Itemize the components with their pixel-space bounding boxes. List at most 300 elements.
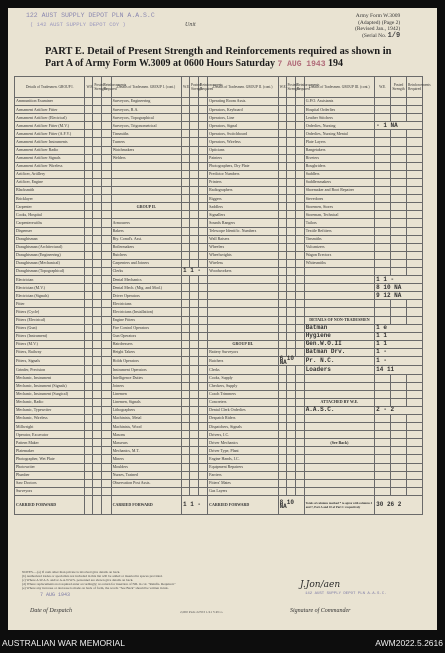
trade-label: Armament Artificer (Electrical) (15, 114, 85, 122)
table-cell (391, 219, 407, 227)
table-cell (102, 106, 111, 114)
table-cell (182, 374, 190, 382)
trade-label: Wheelers (208, 243, 278, 251)
table-cell (199, 251, 208, 259)
trade-label: Machinists, Metal (111, 414, 181, 422)
table-cell (189, 431, 198, 439)
table-cell (406, 154, 422, 162)
trade-label (304, 300, 374, 308)
table-row (15, 439, 423, 447)
trade-label: Mechanic, Instrument (15, 374, 85, 382)
trade-label: Wall Raisers (208, 235, 278, 243)
table-cell (391, 463, 407, 471)
table-row (15, 227, 423, 235)
table-cell (182, 431, 190, 439)
table-cell (189, 324, 198, 332)
table-cell (199, 398, 208, 406)
trade-label: Textile Refitters (304, 227, 374, 235)
table-cell (102, 114, 111, 122)
table-cell (295, 366, 304, 374)
table-cell (102, 431, 111, 439)
table-row (15, 146, 423, 154)
table-cell (85, 471, 93, 479)
table-cell (182, 340, 190, 348)
carried-forward-label: CARRIED FORWARD (15, 495, 85, 514)
table-cell (102, 495, 111, 514)
table-cell (278, 324, 286, 332)
table-cell (102, 170, 111, 178)
table-cell (93, 203, 102, 211)
table-cell (199, 471, 208, 479)
trade-label (304, 479, 374, 487)
table-cell (189, 122, 198, 130)
table-cell (182, 292, 190, 300)
trade-label: Lithographers (111, 406, 181, 414)
table-cell (182, 366, 190, 374)
table-cell (189, 170, 198, 178)
table-cell (189, 471, 198, 479)
table-cell (102, 284, 111, 292)
table-cell (182, 316, 190, 324)
table-cell (102, 316, 111, 324)
table-cell (278, 308, 286, 316)
trade-label: Armament Artificer Radio (15, 146, 85, 154)
table-cell (375, 308, 391, 316)
handwritten-entry: 9 12 NA (375, 292, 423, 300)
trade-label: ATTACHED BY W.E. (304, 398, 374, 406)
table-cell (189, 203, 198, 211)
trade-label: GROUP II. (111, 203, 181, 211)
trade-label: Wireless (208, 259, 278, 267)
table-cell (182, 130, 190, 138)
table-cell (391, 414, 407, 422)
table-cell (375, 374, 391, 382)
trade-label: Grinder, Precision (15, 366, 85, 374)
table-cell (93, 162, 102, 170)
table-row (15, 219, 423, 227)
table-cell (189, 162, 198, 170)
trade-label: Armament Artificer Fitter (15, 106, 85, 114)
archive-caption: AUSTRALIAN WAR MEMORIAL (2, 638, 125, 648)
table-cell (286, 106, 295, 114)
trade-label: Wagon Erectors (304, 251, 374, 259)
table-cell (391, 487, 407, 495)
table-cell (189, 447, 198, 455)
trade-label: Dispatchers, Signals (208, 423, 278, 431)
table-cell (295, 431, 304, 439)
trade-label (111, 170, 181, 178)
table-cell (278, 243, 286, 251)
trade-label: Driver Type, Plant (208, 447, 278, 455)
trade-label: Coach Trimmers (208, 390, 278, 398)
trade-label (304, 463, 374, 471)
note-e: (e) Where any increase or decrease is made on back of form, the words "See Back" should be written in ink. (22, 586, 169, 591)
table-cell (286, 414, 295, 422)
table-cell (375, 414, 391, 422)
handwritten-entry: 6 10 NA (278, 357, 304, 366)
trade-label (111, 487, 181, 495)
table-header-row (15, 77, 423, 98)
table-row (15, 455, 423, 463)
trade-label: Nurses, Trained (111, 471, 181, 479)
table-cell (375, 259, 391, 267)
form-reference (355, 13, 400, 39)
table-cell (391, 308, 407, 316)
table-cell (93, 259, 102, 267)
table-cell (295, 170, 304, 178)
table-cell (406, 398, 422, 406)
table-cell (85, 267, 93, 275)
trade-label: Engine Hands, I.C. (208, 455, 278, 463)
table-row (15, 463, 423, 471)
table-cell (85, 203, 93, 211)
table-cell (102, 366, 111, 374)
handwritten-entry: 1 1 - (375, 276, 423, 284)
table-cell (189, 439, 198, 447)
table-cell (199, 292, 208, 300)
trade-label: Cooks, Hospital (15, 211, 85, 219)
table-cell (189, 276, 198, 284)
table-cell (182, 114, 190, 122)
header-details: Details of Tradesmen. GROUP III. (cont.) (304, 77, 374, 98)
table-cell (85, 292, 93, 300)
table-cell (391, 203, 407, 211)
trade-label: Concreters (208, 398, 278, 406)
table-cell (182, 170, 190, 178)
title-line2: Part A of Army Form W.3009 at 0600 Hours Saturday 7 AUG 1943 194 (45, 58, 344, 69)
table-cell (102, 276, 111, 284)
trade-label: Dental Mechanics (111, 276, 181, 284)
signature-label: Signature of Commander (290, 608, 351, 614)
table-row (15, 357, 423, 366)
handwritten-entry: 1 - (375, 348, 423, 356)
trade-label: Drivers, I.C. (208, 431, 278, 439)
table-cell (102, 211, 111, 219)
trade-label (304, 487, 374, 495)
table-cell (182, 414, 190, 422)
table-cell (278, 423, 286, 431)
table-cell (189, 106, 198, 114)
table-cell (102, 138, 111, 146)
table-cell (199, 300, 208, 308)
table-cell (391, 106, 407, 114)
table-row (15, 316, 423, 324)
table-row (15, 130, 423, 138)
table-row (15, 243, 423, 251)
trade-label: Operators, Line (208, 114, 278, 122)
table-row (15, 382, 423, 390)
table-cell (295, 211, 304, 219)
table-cell (406, 259, 422, 267)
table-cell (391, 138, 407, 146)
table-cell (406, 390, 422, 398)
table-cell (406, 114, 422, 122)
table-cell (85, 398, 93, 406)
table-cell (85, 138, 93, 146)
trade-label: Saddlers (304, 170, 374, 178)
table-cell (391, 316, 407, 324)
table-cell (391, 187, 407, 195)
table-cell (295, 219, 304, 227)
table-cell (391, 398, 407, 406)
table-cell (93, 211, 102, 219)
table-cell (93, 138, 102, 146)
table-cell (286, 324, 295, 332)
table-cell (93, 357, 102, 366)
table-cell (295, 114, 304, 122)
trade-label: Battery Surveyors (208, 348, 278, 356)
table-cell (102, 300, 111, 308)
table-cell (85, 495, 93, 514)
trade-label: Riggers (208, 195, 278, 203)
table-cell (286, 292, 295, 300)
table-cell (375, 471, 391, 479)
table-cell (93, 316, 102, 324)
table-cell (182, 357, 190, 366)
trade-label: Pr. N.C. (304, 357, 374, 366)
table-cell (278, 332, 286, 340)
table-cell (391, 439, 407, 447)
table-cell (102, 382, 111, 390)
header-details: Details of Tradesmen. GROUP II. (cont.) (208, 77, 278, 98)
table-cell (199, 98, 208, 106)
table-cell (278, 463, 286, 471)
table-cell (93, 463, 102, 471)
table-cell (85, 251, 93, 259)
table-cell (189, 138, 198, 146)
table-cell (199, 284, 208, 292)
table-row (15, 292, 423, 300)
trade-label: Pattern Maker (15, 439, 85, 447)
table-cell (286, 235, 295, 243)
table-cell (85, 276, 93, 284)
trade-label: Despatch Riders (208, 414, 278, 422)
table-row (15, 106, 423, 114)
table-cell (189, 300, 198, 308)
table-cell (93, 495, 102, 514)
table-cell (406, 374, 422, 382)
table-cell (182, 324, 190, 332)
table-row (15, 390, 423, 398)
table-cell (93, 267, 102, 275)
table-cell (295, 340, 304, 348)
table-cell (406, 447, 422, 455)
table-cell (182, 187, 190, 195)
table-cell (182, 162, 190, 170)
trade-label: Draughtsman (15, 235, 85, 243)
table-cell (278, 398, 286, 406)
table-cell (93, 130, 102, 138)
table-cell (93, 154, 102, 162)
table-cell (295, 276, 304, 284)
trade-label: Photographers, Dry Plate (208, 162, 278, 170)
table-cell (391, 431, 407, 439)
table-cell (189, 251, 198, 259)
trade-label: Turners (111, 138, 181, 146)
trade-label: GROUP III. (208, 340, 278, 348)
trade-label: Moulders (111, 463, 181, 471)
table-cell (102, 122, 111, 130)
table-cell (295, 267, 304, 275)
table-cell (199, 235, 208, 243)
table-cell (182, 195, 190, 203)
table-cell (406, 178, 422, 186)
table-cell (295, 122, 304, 130)
table-cell (295, 195, 304, 203)
table-cell (278, 219, 286, 227)
table-cell (278, 178, 286, 186)
table-row (15, 203, 423, 211)
table-cell (286, 154, 295, 162)
table-cell (85, 178, 93, 186)
table-cell (278, 138, 286, 146)
trade-label (208, 308, 278, 316)
table-row (15, 374, 423, 382)
table-cell (182, 122, 190, 130)
table-cell (199, 130, 208, 138)
table-cell (406, 455, 422, 463)
table-cell (199, 170, 208, 178)
table-cell (391, 455, 407, 463)
table-cell (189, 154, 198, 162)
table-cell (182, 178, 190, 186)
trade-label: Surveyors, R.A. (111, 106, 181, 114)
trade-label: Operators, Wireless (208, 138, 278, 146)
table-cell (295, 300, 304, 308)
trade-label (111, 162, 181, 170)
table-cell (375, 98, 391, 106)
table-cell (85, 414, 93, 422)
table-cell (278, 251, 286, 259)
commander-stamp: 142 AUST SUPPLY DEPOT PLN A.A.S.C. (305, 592, 387, 596)
table-cell (278, 114, 286, 122)
table-cell (391, 235, 407, 243)
table-cell (286, 340, 295, 348)
table-cell (199, 219, 208, 227)
table-cell (199, 414, 208, 422)
carried-forward-label: CARRIED FORWARD (111, 495, 181, 514)
table-row (15, 308, 423, 316)
table-cell (199, 276, 208, 284)
table-cell (286, 487, 295, 495)
trade-label: Riveters (304, 154, 374, 162)
trade-label (304, 414, 374, 422)
table-cell (391, 162, 407, 170)
trade-label: Shoemaker and Boot Repairer (304, 187, 374, 195)
table-cell (102, 227, 111, 235)
table-cell (85, 431, 93, 439)
trade-label (208, 316, 278, 324)
table-cell (406, 195, 422, 203)
form-ref-line2: (Adapted) (Page 2) (358, 19, 401, 26)
table-cell (182, 219, 190, 227)
table-cell (189, 195, 198, 203)
table-cell (199, 423, 208, 431)
table-cell (93, 439, 102, 447)
trade-label: Fitters, Signals (15, 357, 85, 366)
table-row (15, 366, 423, 374)
table-cell (199, 366, 208, 374)
archive-reference: AWM2022.5.2616 (375, 638, 443, 648)
table-cell (391, 382, 407, 390)
table-cell (85, 106, 93, 114)
table-cell (93, 398, 102, 406)
table-cell (85, 348, 93, 356)
table-cell (93, 479, 102, 487)
table-cell (85, 374, 93, 382)
header-we: W.E. (278, 77, 286, 98)
table-cell (391, 251, 407, 259)
header-details: Details of Tradesmen. GROUP I. (cont.) (111, 77, 181, 98)
table-cell (93, 324, 102, 332)
table-cell (199, 487, 208, 495)
header-posted: Posted Strength (286, 77, 295, 98)
trade-label: Fitters, Railway (15, 348, 85, 356)
trade-label: Fitters (M.V.) (15, 340, 85, 348)
table-row (15, 251, 423, 259)
table-cell (85, 170, 93, 178)
trade-label: Storeman, Technical (304, 211, 374, 219)
serial-number: 1/9 (387, 31, 401, 40)
table-cell (278, 227, 286, 235)
table-cell (278, 187, 286, 195)
trade-label: Radiographers (208, 187, 278, 195)
table-cell (189, 366, 198, 374)
trade-label: Rangetakers (304, 146, 374, 154)
table-row (15, 398, 423, 406)
header-reinforcements: Reinforcements Required (295, 77, 304, 98)
table-cell (278, 471, 286, 479)
table-cell (199, 187, 208, 195)
trade-label: Orderlies, Nursing (304, 122, 374, 130)
table-cell (182, 138, 190, 146)
table-cell (391, 390, 407, 398)
trade-label (304, 267, 374, 275)
table-cell (182, 106, 190, 114)
trade-label (208, 276, 278, 284)
table-cell (189, 382, 198, 390)
table-cell (391, 130, 407, 138)
trade-label: Opticians (208, 146, 278, 154)
table-cell (189, 146, 198, 154)
table-cell (189, 227, 198, 235)
trade-label: Machinists, Wood (111, 423, 181, 431)
trade-label: Printers (208, 178, 278, 186)
trade-label: Fitters (Instrument) (15, 332, 85, 340)
trade-label: Dispenser (15, 227, 85, 235)
table-cell (286, 267, 295, 275)
table-cell (189, 332, 198, 340)
table-cell (199, 340, 208, 348)
table-cell (85, 130, 93, 138)
table-cell (85, 324, 93, 332)
table-cell (85, 439, 93, 447)
trade-label (111, 178, 181, 186)
table-cell (182, 348, 190, 356)
table-row (15, 340, 423, 348)
table-cell (85, 463, 93, 471)
table-cell (102, 178, 111, 186)
trade-label (304, 423, 374, 431)
table-cell (102, 398, 111, 406)
table-cell (406, 170, 422, 178)
table-cell (85, 219, 93, 227)
table-cell (278, 162, 286, 170)
trade-label: DETAILS OF NON-TRADESMEN (304, 316, 374, 324)
table-cell (189, 243, 198, 251)
trade-label: Batman (304, 324, 374, 332)
table-cell (102, 340, 111, 348)
